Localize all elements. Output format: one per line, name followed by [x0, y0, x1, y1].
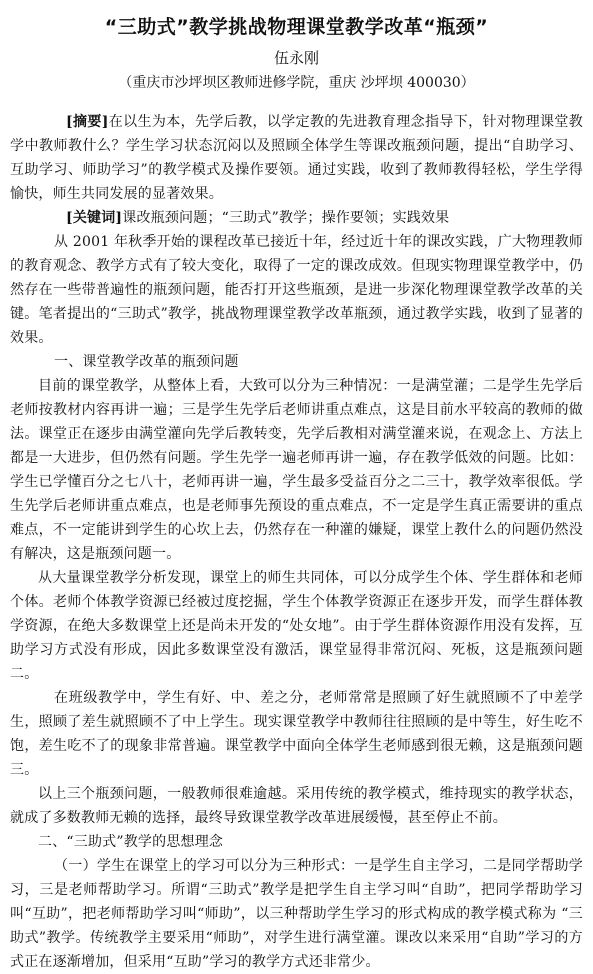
- section1-paragraph-1: 目前的课堂教学，从整体上看，大致可以分为三种情况：一是满堂灌；二是学生先学后老师按教材内容再讲一遍；三是学生先学后老师讲重点难点，这是目前水平较高的教师的做法。课堂正在逐步由满堂灌向先学后教转变，先学后教相对满堂灌来说，在观念上、方法上都是一大进步，但仍然有问题。学生先学一遍老师再讲一遍，存在教学低效的问题。比如：学生已学懂百分之七八十，老师再讲一遍，学生最多受益百分之二三十，教学效率很低。学生先学后老师讲重点难点，也是老师事先预设的重点难点，不一定是学生真正需要讲的重点难点，不一定能讲到学生的心坎上去，仍然存在一种灌的嫌疑，课堂上教什么的问题仍然没有解决，这是瓶颈问题一。: [10, 378, 583, 562]
- author-name: 伍永刚: [273, 49, 319, 67]
- keywords-paragraph: [10, 206, 583, 230]
- abstract-paragraph: [10, 110, 583, 206]
- abstract-label: [摘要]: [66, 114, 109, 130]
- keywords-label: [关键词]: [66, 210, 123, 226]
- keywords-text: 课改瓶颈问题；“三助式”教学；操作要领；实践效果: [122, 210, 450, 226]
- section1-heading: 一、课堂教学改革的瓶颈问题: [54, 354, 239, 370]
- author-affiliation: （重庆市沙坪坝区教师进修学院，重庆 沙坪坝 400030）: [118, 75, 475, 91]
- section1-paragraph-2: 从大量课堂教学分析发现，课堂上的师生共同体，可以分成学生个体、学生群体和老师个体。老师个体教学资源已经被过度挖掘，学生个体教学资源正在逐步开发，而学生群体教学资源，在绝大多数课堂上还是尚未开发的“处女地”。由于学生群体资源作用没有发挥，互助学习方式没有形成，因此多数课堂没有激活，课堂显得非常沉闷、死板，这是瓶颈问题二。: [10, 570, 583, 682]
- intro-paragraph: 从 2001 年秋季开始的课程改革已接近十年，经过近十年的课改实践，广大物理教师的教育观念、教学方式有了较大变化，取得了一定的课改成效。但现实物理课堂教学中，仍然存在一些带普遍性的瓶颈问题，能否打开这些瓶颈，是进一步深化物理课堂教学改革的关键。笔者提出的“三助式”教学，挑战物理课堂教学改革瓶颈，通过教学实践，收到了显著的效果。: [10, 234, 583, 346]
- abstract-text: 在以生为本，先学后教，以学定教的先进教育理念指导下，针对物理课堂教学中教师教什么？学生学习状态沉闷以及照顾全体学生等课改瓶颈问题，提出“自助学习、互助学习、师助学习”的教学模式及操作要领。通过实践，收到了教师教得轻松，学生学得愉快，师生共同发展的显著效果。: [10, 114, 583, 202]
- section2-paragraph-1: （一）学生在课堂上的学习可以分为三种形式：一是学生自主学习，二是同学帮助学习，三是老师帮助学习。所谓“三助式”教学是把学生自主学习叫“自助”，把同学帮助学习叫“互助”，把老师帮助学习叫“师助”，以三种帮助学生学习的形式构成的教学模式称为 “三助式”教学。传统教学主要采用“师助”，对学生进行满堂灌。课改以来采用“自助”学习的方式正在逐渐增加，但采用“互助”学习的教学方式还非常少。: [10, 858, 583, 970]
- paper-title: “三助式”教学挑战物理课堂教学改革“瓶颈”: [104, 16, 489, 38]
- section1-paragraph-3: 在班级教学中，学生有好、中、差之分，老师常常是照顾了好生就照顾不了中差学生，照顾了差生就照顾不了中上学生。现实课堂教学中教师往往照顾的是中等生，好生吃不饱，差生吃不了的现象非常普遍。课堂教学中面向全体学生老师感到很无赖，这是瓶颈问题三。: [10, 690, 583, 778]
- section2-heading: 二、“三助式”教学的思想理念: [38, 834, 224, 850]
- section1-paragraph-4: 以上三个瓶颈问题，一般教师很难逾越。采用传统的教学模式，维持现实的教学状态，就成了多数教师无赖的选择，最终导致课堂教学改革进展缓慢，甚至停止不前。: [10, 786, 583, 826]
